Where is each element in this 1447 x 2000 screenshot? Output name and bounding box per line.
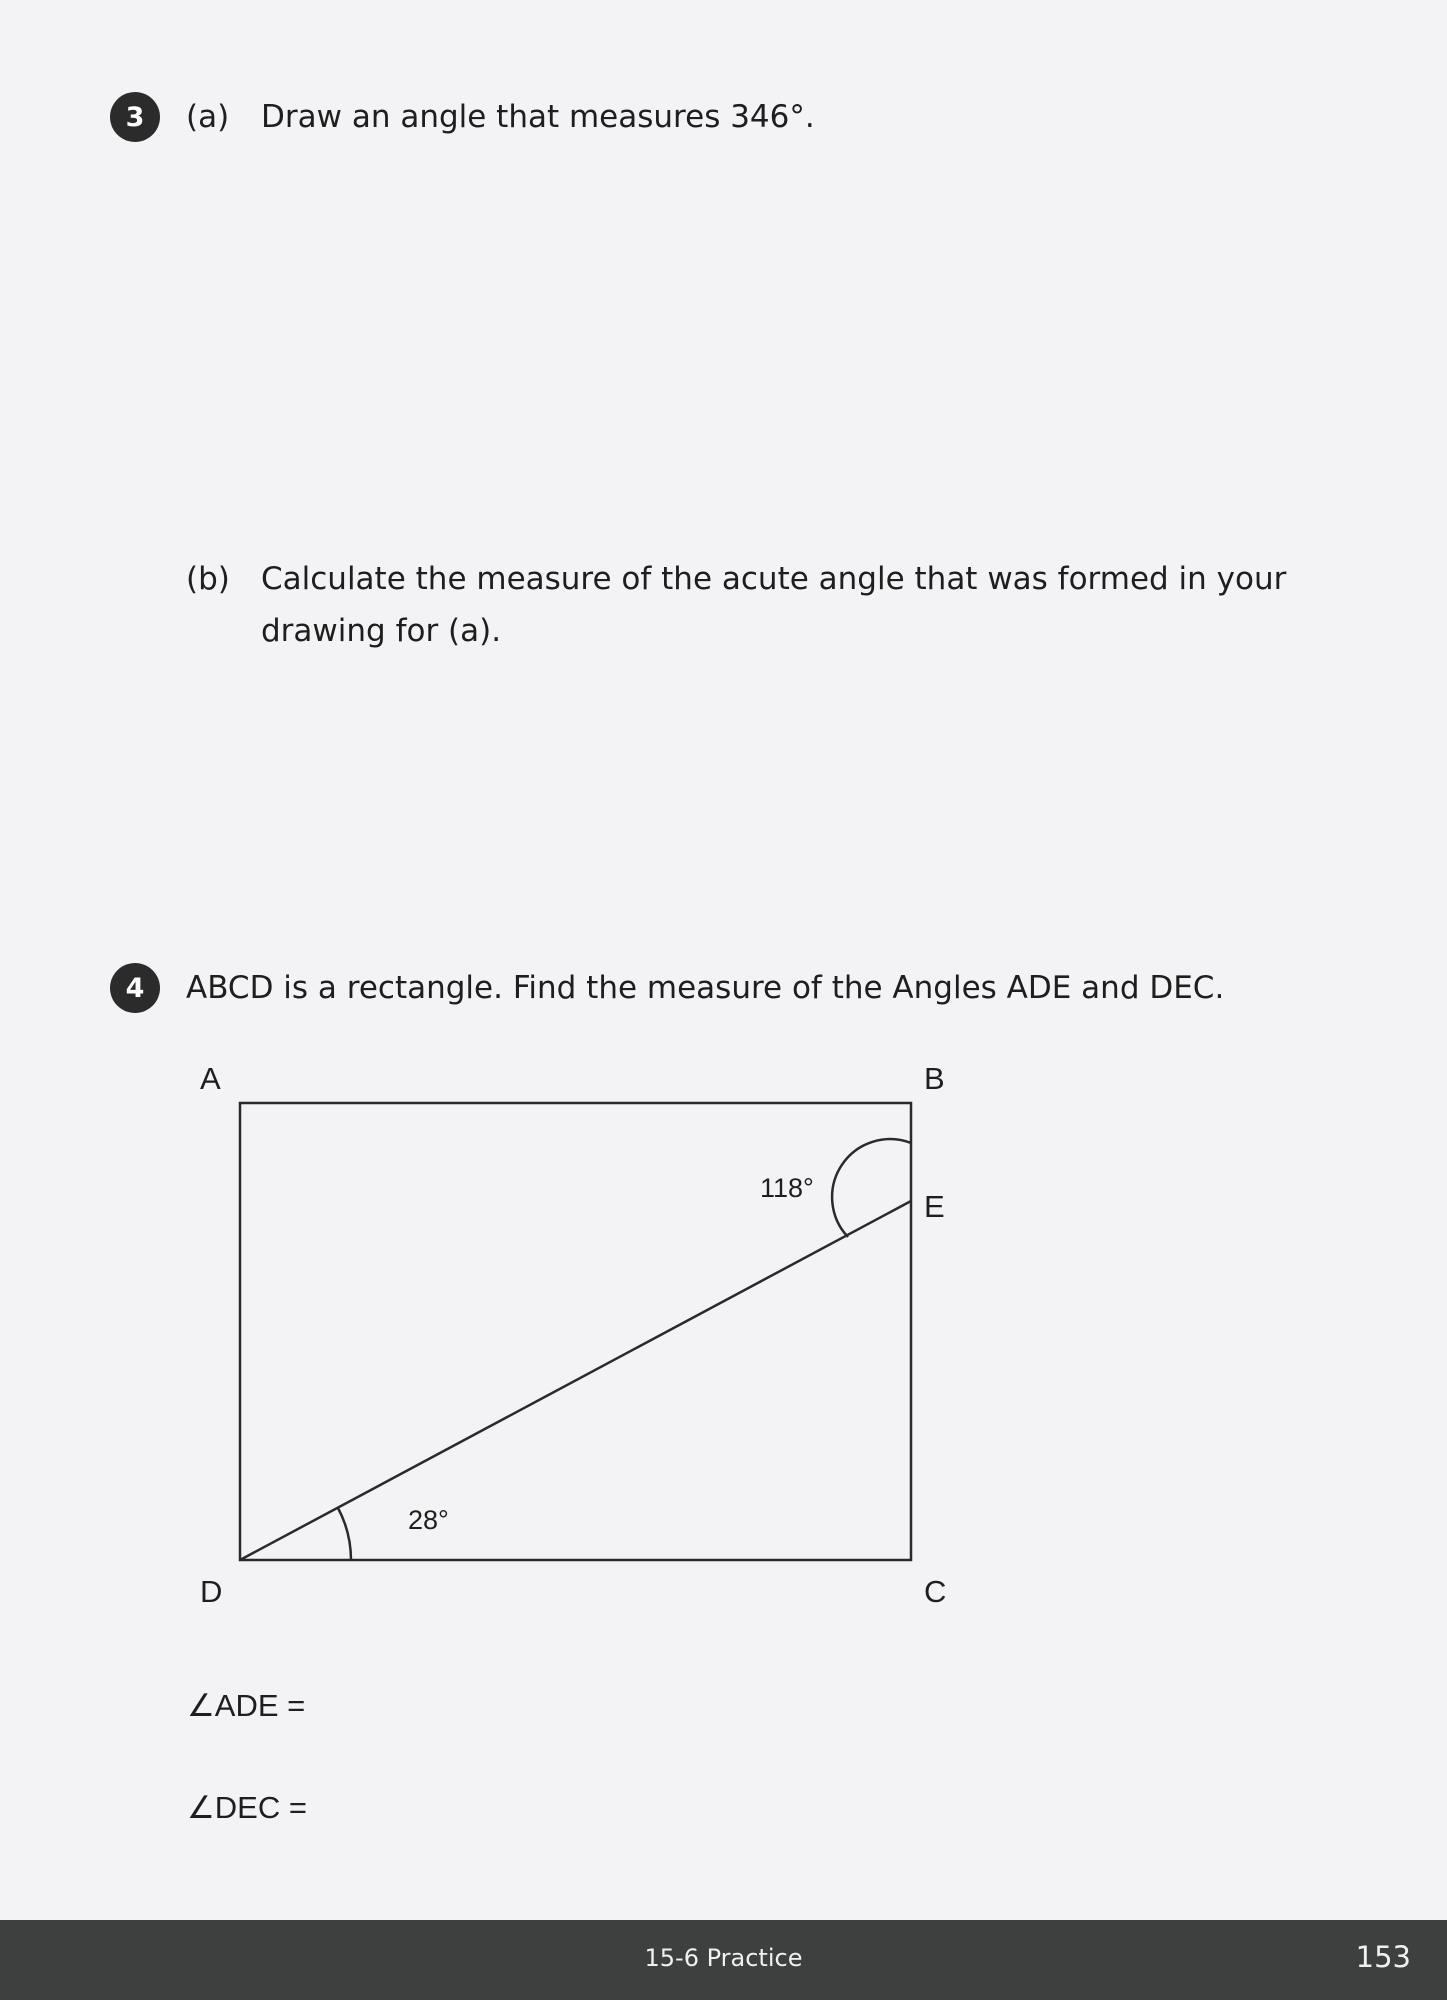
vertex-label-d: D xyxy=(200,1574,223,1609)
question-3a-prompt: Draw an angle that measures 346°. xyxy=(261,99,815,135)
answer-line-dec xyxy=(187,1790,307,1826)
page-number: 153 xyxy=(1355,1940,1411,1974)
question-4-number: 4 xyxy=(125,972,145,1004)
point-label-e: E xyxy=(924,1189,945,1224)
rectangle-abcd xyxy=(240,1103,911,1560)
angle-arc-d xyxy=(338,1508,351,1560)
answer-line-ade xyxy=(187,1688,305,1724)
question-3-number: 3 xyxy=(125,101,145,133)
question-3b-prompt-line1: Calculate the measure of the acute angle that was formed in your xyxy=(261,561,1287,597)
angle-label-118: 118° xyxy=(760,1173,814,1203)
vertex-label-b: B xyxy=(924,1061,945,1096)
page-footer xyxy=(0,1920,1447,2000)
answer-label-ade: ∠ADE = xyxy=(187,1688,306,1723)
question-3b-prompt-line2: drawing for (a). xyxy=(261,613,502,649)
angle-label-28: 28° xyxy=(408,1505,449,1535)
segment-de xyxy=(240,1201,911,1560)
question-3a-label: (a) xyxy=(186,99,230,135)
question-4-prompt: ABCD is a rectangle. Find the measure of the Angles ADE and DEC. xyxy=(186,970,1225,1006)
footer-section-title: 15-6 Practice xyxy=(644,1944,803,1972)
vertex-label-a: A xyxy=(200,1061,221,1096)
vertex-label-c: C xyxy=(924,1574,947,1609)
question-3b-label: (b) xyxy=(186,561,230,597)
answer-label-dec: ∠DEC = xyxy=(187,1790,307,1825)
